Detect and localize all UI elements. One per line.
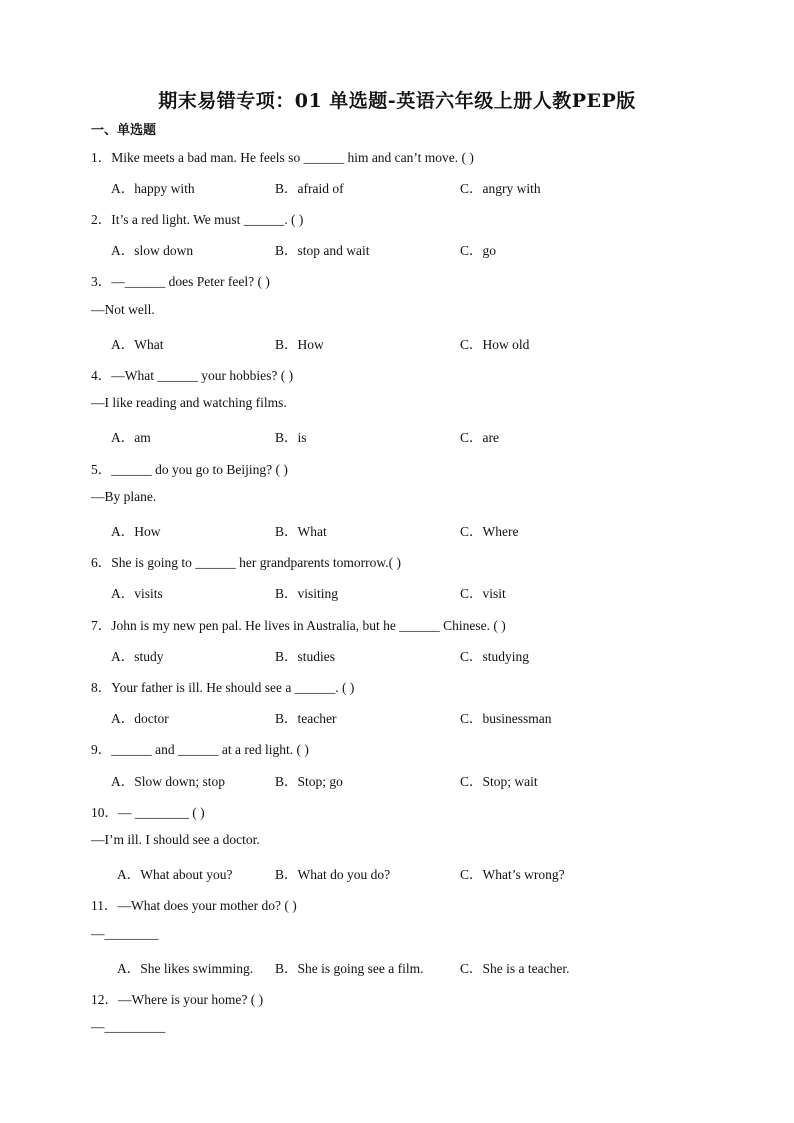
question-6-text: 6．She is going to ______ her grandparents tomorrow.( ) (91, 555, 401, 570)
option-b[interactable]: B．stop and wait (275, 243, 370, 258)
option-b[interactable]: B．afraid of (275, 181, 344, 196)
option-a[interactable]: A．What about you? (117, 867, 233, 882)
section-heading: 一、单选题 (91, 123, 157, 138)
option-c[interactable]: C．How old (460, 337, 530, 352)
option-a[interactable]: A．How (111, 524, 161, 539)
option-c[interactable]: C．businessman (460, 711, 552, 726)
option-a[interactable]: A．doctor (111, 711, 169, 726)
page-title: 期末易错专项：01 单选题-英语六年级上册人教PEP版 (158, 90, 636, 112)
option-a[interactable]: A．study (111, 649, 164, 664)
question-7-text: 7．John is my new pen pal. He lives in Australia, but he ______ Chinese. ( ) (91, 618, 506, 633)
option-a[interactable]: A．happy with (111, 181, 195, 196)
option-c[interactable]: C．Where (460, 524, 519, 539)
option-b[interactable]: B．Stop; go (275, 774, 343, 789)
option-c[interactable]: C．What’s wrong? (460, 867, 565, 882)
question-3-reply: —Not well. (91, 302, 155, 317)
option-c[interactable]: C．visit (460, 586, 506, 601)
question-10-text: 10．— ________ ( ) (91, 805, 205, 820)
option-c[interactable]: C．angry with (460, 181, 541, 196)
option-b[interactable]: B．How (275, 337, 324, 352)
option-a[interactable]: A．Slow down; stop (111, 774, 226, 789)
question-5-reply: —By plane. (91, 489, 157, 504)
question-9-text: 9．______ and ______ at a red light. ( ) (91, 742, 309, 757)
question-1-text: 1．Mike meets a bad man. He feels so ______ him and can’t move. ( ) (91, 150, 474, 165)
question-11-reply: —________ (91, 926, 159, 941)
option-b[interactable]: B．What do you do? (275, 867, 391, 882)
question-8-text: 8．Your father is ill. He should see a ______. ( ) (91, 680, 355, 695)
question-2-text: 2．It’s a red light. We must ______. ( ) (91, 212, 304, 227)
question-3-text: 3．—______ does Peter feel? ( ) (91, 274, 270, 289)
option-b[interactable]: B．visiting (275, 586, 339, 601)
question-10-reply: —I’m ill. I should see a doctor. (91, 832, 260, 847)
option-c[interactable]: C．go (460, 243, 497, 258)
option-a[interactable]: A．What (111, 337, 164, 352)
option-a[interactable]: A．slow down (111, 243, 194, 258)
option-b[interactable]: B．teacher (275, 711, 337, 726)
question-12-text: 12．—Where is your home? ( ) (91, 992, 264, 1007)
option-b[interactable]: B．studies (275, 649, 336, 664)
option-c[interactable]: C．She is a teacher. (460, 961, 570, 976)
question-5-text: 5．______ do you go to Beijing? ( ) (91, 462, 288, 477)
question-4-reply: —I like reading and watching films. (91, 395, 287, 410)
option-a[interactable]: A．am (111, 430, 151, 445)
option-c[interactable]: C．are (460, 430, 499, 445)
option-c[interactable]: C．studying (460, 649, 530, 664)
question-12-reply: —_________ (91, 1019, 166, 1034)
question-4-text: 4．—What ______ your hobbies? ( ) (91, 368, 294, 383)
option-a[interactable]: A．She likes swimming. (117, 961, 254, 976)
option-b[interactable]: B．She is going see a film. (275, 961, 424, 976)
question-11-text: 11．—What does your mother do? ( ) (91, 898, 297, 913)
option-c[interactable]: C．Stop; wait (460, 774, 538, 789)
option-b[interactable]: B．is (275, 430, 307, 445)
option-a[interactable]: A．visits (111, 586, 163, 601)
option-b[interactable]: B．What (275, 524, 327, 539)
